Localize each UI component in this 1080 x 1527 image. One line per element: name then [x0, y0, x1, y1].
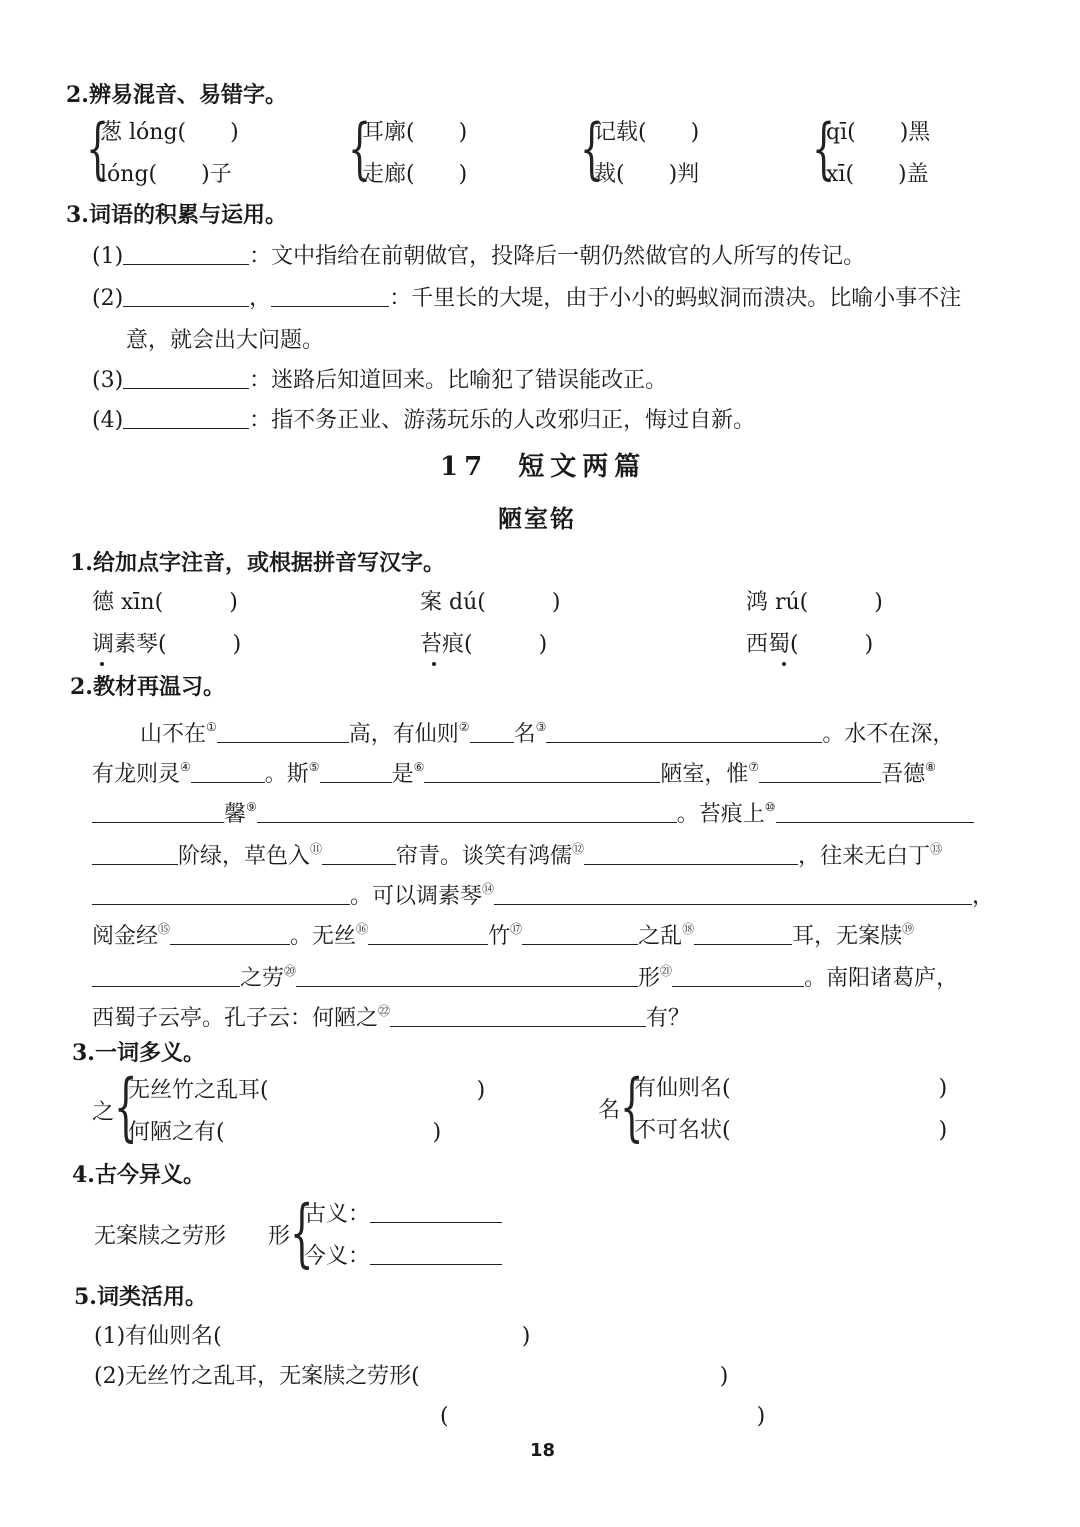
answer-blank[interactable]	[296, 964, 638, 987]
brace: {	[812, 110, 836, 187]
item: 葱 lóng( )	[100, 120, 239, 145]
answer-blank[interactable]	[322, 842, 396, 865]
section-title: 2.辨易混音、易错字。	[66, 82, 287, 108]
section-title: 2.教材再温习。	[70, 674, 225, 700]
answer-blank[interactable]	[424, 760, 660, 783]
answer-blank[interactable]	[123, 242, 249, 265]
answer-blank[interactable]	[546, 720, 822, 743]
text-line: 阶绿，草色入⑪ 帘青。谈笑有鸿儒⑫ ，往来无白丁⑬	[92, 834, 942, 872]
pinyin-item: 苔痕( )	[420, 632, 548, 657]
answer-blank[interactable]	[123, 284, 249, 307]
key-word: 形	[268, 1224, 291, 1249]
answer-blank[interactable]	[672, 964, 804, 987]
text-line: 。可以调素琴⑭ ，	[92, 874, 994, 912]
emphasis-dot	[782, 662, 786, 666]
emphasis-dot	[100, 662, 104, 666]
pinyin-item: 鸿 rú( )	[746, 590, 883, 615]
item: qī( )黑	[826, 120, 931, 145]
section-title: 3.一词多义。	[72, 1040, 205, 1066]
usage-item-cont: ( )	[440, 1404, 766, 1429]
text-line: 西蜀子云亭。孔子云：何陋之$^㉒$ 有？	[92, 1004, 691, 1031]
brace: {	[580, 110, 604, 187]
question-line-cont: 意，就会出大问题。	[126, 328, 325, 353]
item: lóng( )子	[100, 162, 232, 187]
lesson-title: 短文两篇	[518, 452, 647, 482]
page-number: 18	[530, 1440, 556, 1461]
lesson-subtitle: 陋室铭	[498, 504, 576, 533]
text-line: 山不在① 高，有仙则② 名③ 。水不在深，	[140, 720, 955, 747]
question-line: (2) ， ：千里长的大堤，由于小小的蚂蚁洞而溃决。比喻小事不注	[92, 286, 962, 311]
answer-blank[interactable]	[92, 964, 240, 987]
answer-blank[interactable]	[368, 922, 488, 945]
text-line: 有龙则灵④ 。斯⑤ 是⑥ 陋室，惟⑦ 吾德⑧	[92, 760, 936, 787]
section-title: 5.词类活用。	[74, 1284, 207, 1310]
answer-blank[interactable]	[123, 366, 249, 389]
lesson-number: 17	[440, 452, 489, 482]
polysemy-item: 有仙则名( )	[634, 1076, 948, 1101]
section-title: 3.词语的积累与运用。	[66, 202, 287, 228]
question-line: (1) ：文中指给在前朝做官，投降后一朝仍然做官的人所写的传记。	[92, 244, 866, 269]
question-line: (3) ：迷路后知道回来。比喻犯了错误能改正。	[92, 368, 668, 393]
answer-blank[interactable]	[271, 284, 389, 307]
text-line: 阅金经⑮ 。无丝⑯ 竹⑰ 之乱⑱ 耳，无案牍⑲	[92, 922, 915, 949]
answer-blank[interactable]	[584, 842, 798, 865]
polysemy-item: 何陋之有( )	[128, 1120, 442, 1145]
usage-item: (2)无丝竹之乱耳，无案牍之劳形( )	[94, 1364, 729, 1389]
lesson-heading	[440, 452, 646, 482]
text-line: 之劳⑳ 形$^㉑$ 。南阳诸葛庐，	[92, 956, 958, 994]
answer-blank[interactable]	[123, 406, 249, 429]
pinyin-item: 西蜀( )	[746, 632, 874, 657]
section-title: 1.给加点字注音，或根据拼音写汉字。	[70, 550, 445, 576]
answer-blank[interactable]	[92, 842, 178, 865]
meaning-line: 今义：	[304, 1242, 502, 1272]
answer-blank[interactable]	[217, 720, 349, 743]
polysemy-item: 不可名状( )	[634, 1118, 948, 1143]
section-title: 4.古今异义。	[72, 1162, 205, 1188]
brace: {	[620, 1064, 644, 1150]
item: xī( )盖	[826, 162, 929, 187]
answer-blank[interactable]	[494, 882, 972, 905]
text-line: 馨⑨ 。苔痕上⑩	[92, 792, 974, 830]
pinyin-item: 调素琴( )	[92, 632, 242, 657]
polysemy-head: 之	[92, 1100, 115, 1125]
polysemy-head: 名	[598, 1098, 621, 1123]
pinyin-item: 案 dú( )	[420, 590, 561, 615]
item: 耳廓( )	[362, 120, 468, 145]
answer-blank[interactable]	[759, 760, 881, 783]
polysemy-item: 无丝竹之乱耳( )	[128, 1078, 486, 1103]
answer-blank[interactable]	[92, 882, 350, 905]
answer-blank[interactable]	[370, 1242, 502, 1265]
item: 走廊( )	[362, 162, 468, 187]
answer-blank[interactable]	[776, 800, 974, 823]
brace: {	[290, 1190, 314, 1276]
answer-blank[interactable]	[191, 760, 265, 783]
usage-item: (1)有仙则名( )	[94, 1324, 531, 1349]
answer-blank[interactable]	[370, 1200, 502, 1223]
pinyin-item: 德 xīn( )	[92, 590, 238, 615]
answer-blank[interactable]	[257, 800, 677, 823]
item: 记载( )	[594, 120, 700, 145]
phrase: 无案牍之劳形	[94, 1224, 227, 1249]
answer-blank[interactable]	[390, 1004, 646, 1027]
answer-blank[interactable]	[92, 800, 224, 823]
brace: {	[348, 110, 372, 187]
emphasis-dot	[432, 662, 436, 666]
brace: {	[114, 1064, 138, 1150]
item: 裁( )判	[594, 162, 700, 187]
brace: {	[86, 110, 110, 187]
meaning-line: 古义：	[304, 1200, 502, 1230]
answer-blank[interactable]	[320, 760, 392, 783]
question-line: (4) ：指不务正业、游荡玩乐的人改邪归正，悔过自新。	[92, 408, 756, 433]
answer-blank[interactable]	[470, 720, 514, 743]
answer-blank[interactable]	[170, 922, 290, 945]
answer-blank[interactable]	[694, 922, 792, 945]
answer-blank[interactable]	[522, 922, 638, 945]
